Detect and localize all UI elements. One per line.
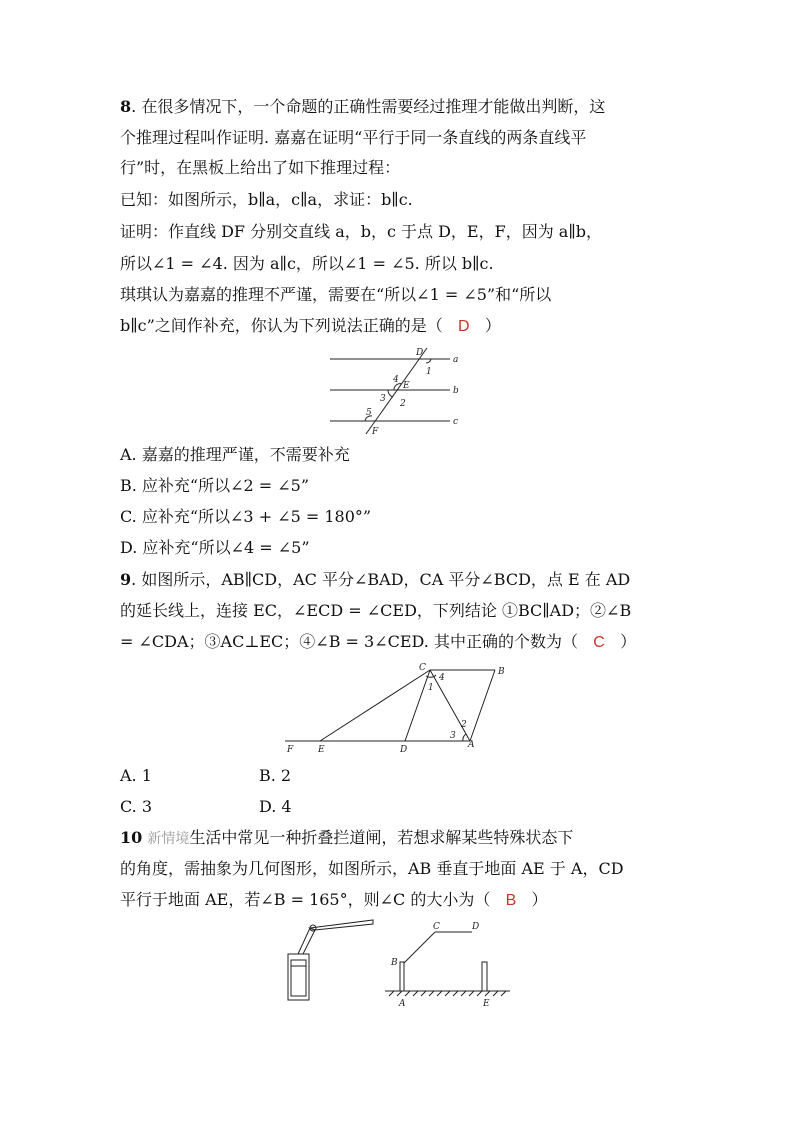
ground-hatch bbox=[389, 991, 506, 996]
label-c: C bbox=[433, 922, 440, 932]
q9-option-c: C. 3 bbox=[120, 797, 153, 816]
post-e bbox=[482, 962, 487, 991]
q8-line-2: 个推理过程叫作证明. 嘉嘉在证明“平行于同一条直线的两条直线平 bbox=[120, 128, 587, 147]
q9-option-a: A. 1 bbox=[120, 766, 152, 785]
label-5: 5 bbox=[366, 408, 372, 418]
q9-text-1: . 如图所示，AB∥CD，AC 平分∠BAD，CA 平分∠BCD，点 E 在 AD bbox=[131, 570, 631, 589]
q10-figure bbox=[385, 918, 515, 1010]
q9-close-paren: ） bbox=[620, 632, 637, 651]
q8-option-b: B. 应补充“所以∠2 = ∠5” bbox=[120, 476, 310, 495]
segment-bc bbox=[404, 932, 435, 963]
q8-option-c: C. 应补充“所以∠3 + ∠5 = 180°” bbox=[120, 507, 372, 526]
q10-text-3: 平行于地面 AE，若∠B = 165°，则∠C 的大小为（ bbox=[120, 890, 491, 909]
label-1: 1 bbox=[426, 367, 432, 377]
angle-3-arc bbox=[388, 390, 393, 397]
q10-line-1 bbox=[120, 828, 573, 849]
angle-1-arc bbox=[426, 359, 431, 363]
label-2: 2 bbox=[461, 720, 467, 730]
q9-text-3: = ∠CDA；③AC⊥EC；④∠B = 3∠CED. 其中正确的个数为（ bbox=[120, 632, 578, 651]
label-d: D bbox=[472, 922, 480, 932]
label-2: 2 bbox=[400, 399, 406, 409]
q8-line-8 bbox=[120, 316, 501, 337]
q9-number: 9 bbox=[120, 570, 132, 589]
q8-line-4: 已知：如图所示，b∥a，c∥a，求证：b∥c. bbox=[120, 190, 413, 209]
gate-arm-upper bbox=[310, 920, 373, 930]
q8-option-d: D. 应补充“所以∠4 = ∠5” bbox=[120, 538, 310, 557]
q10-line-3 bbox=[120, 890, 548, 911]
label-c: C bbox=[419, 663, 426, 673]
label-f: F bbox=[287, 745, 294, 755]
q9-answer: C bbox=[593, 634, 605, 651]
q10-text-1: 生活中常见一种折叠拦道闸，若想求解某些特殊状态下 bbox=[189, 828, 574, 847]
q9-line-1 bbox=[120, 570, 630, 590]
q9-option-b: B. 2 bbox=[259, 766, 292, 785]
q10-line-2: 的角度，需抽象为几何图形，如图所示，AB 垂直于地面 AE 于 A，CD bbox=[120, 859, 624, 878]
q8-text-1: . 在很多情况下，一个命题的正确性需要经过推理才能做出判断，这 bbox=[131, 97, 606, 116]
q8-line-6: 所以∠1 = ∠4. 因为 a∥c，所以∠1 = ∠5. 所以 b∥c. bbox=[120, 254, 494, 273]
label-b: B bbox=[498, 667, 505, 677]
q10-number: 10 bbox=[120, 828, 143, 847]
label-e: E bbox=[403, 381, 410, 391]
q10-close-paren: ） bbox=[531, 890, 548, 909]
q8-close-paren: ） bbox=[484, 316, 501, 335]
q9-figure bbox=[285, 662, 515, 757]
q8-line-7: 琪琪认为嘉嘉的推理不严谨，需要在“所以∠1 = ∠5”和“所以 bbox=[120, 285, 552, 304]
segment-ce bbox=[320, 670, 430, 741]
q8-option-a: A. 嘉嘉的推理严谨，不需要补充 bbox=[120, 445, 350, 464]
q8-text-8: b∥c”之间作补充，你认为下列说法正确的是（ bbox=[120, 316, 443, 335]
barrier-gate-illustration bbox=[285, 918, 380, 1003]
label-f: F bbox=[372, 427, 379, 437]
label-a: A bbox=[399, 999, 406, 1009]
label-b: B bbox=[391, 958, 398, 968]
q10-tag: 新情境 bbox=[147, 831, 190, 847]
q8-line-5: 证明：作直线 DF 分别交直线 a，b，c 于点 D，E，F，因为 a∥b， bbox=[120, 222, 602, 241]
q8-answer: D bbox=[458, 318, 470, 335]
segment-cd bbox=[405, 670, 430, 741]
q8-line-3: 行”时，在黑板上给出了如下推理过程： bbox=[120, 158, 401, 177]
q9-line-2: 的延长线上，连接 EC，∠ECD = ∠CED，下列结论 ①BC∥AD；②∠B bbox=[120, 601, 632, 620]
label-1: 1 bbox=[428, 683, 434, 693]
label-b: b bbox=[453, 386, 459, 396]
segment-ba bbox=[470, 670, 495, 741]
gate-post-inner bbox=[291, 960, 306, 996]
label-a: a bbox=[453, 355, 459, 365]
q8-number: 8 bbox=[120, 97, 132, 116]
label-d: D bbox=[416, 348, 424, 358]
label-e: E bbox=[483, 999, 490, 1009]
label-4: 4 bbox=[439, 673, 445, 683]
label-3: 3 bbox=[380, 394, 386, 404]
label-a: A bbox=[468, 740, 475, 750]
angle-a-arc bbox=[463, 734, 466, 741]
q9-option-d: D. 4 bbox=[259, 797, 292, 816]
label-d: D bbox=[400, 745, 408, 755]
post-ab bbox=[400, 962, 404, 991]
q8-figure bbox=[330, 345, 470, 440]
q10-answer: B bbox=[505, 892, 517, 909]
q8-line-1 bbox=[120, 97, 605, 117]
label-3: 3 bbox=[450, 731, 456, 741]
label-4: 4 bbox=[393, 375, 399, 385]
q9-line-3 bbox=[120, 632, 636, 653]
label-e: E bbox=[318, 745, 325, 755]
gate-arm-lower bbox=[298, 928, 315, 954]
label-c: c bbox=[453, 417, 459, 427]
